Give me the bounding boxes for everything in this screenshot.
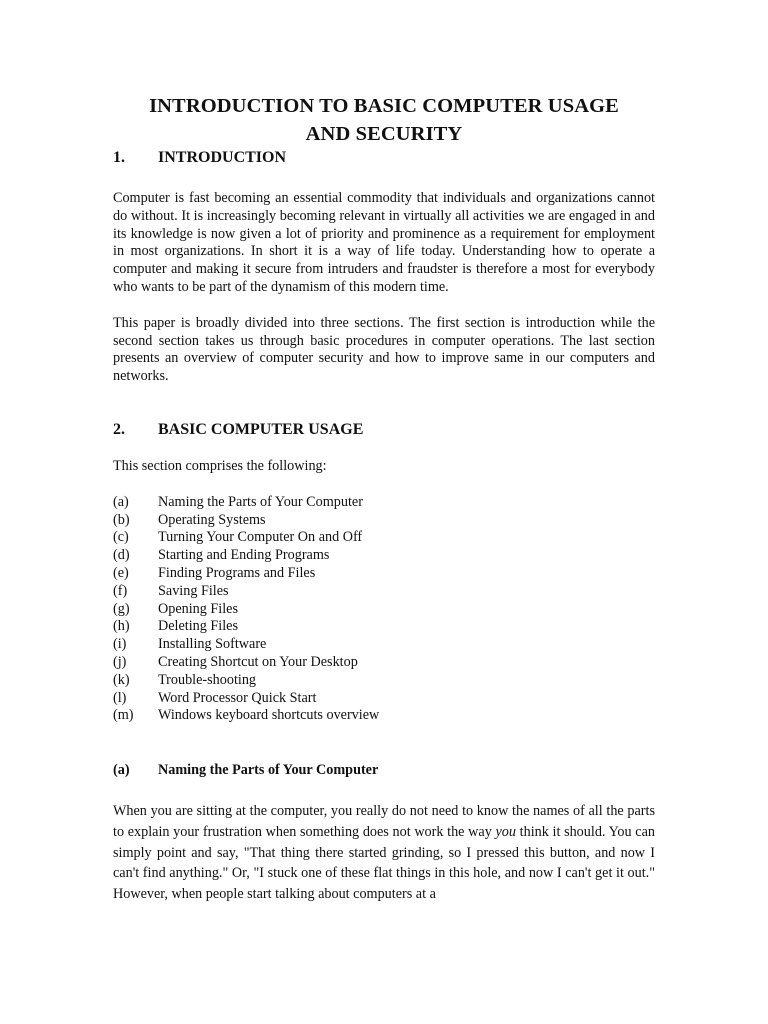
- list-item-marker: (k): [113, 671, 130, 688]
- list-item-text: Installing Software: [158, 636, 267, 653]
- section-2-heading: [113, 420, 655, 440]
- list-item: [113, 529, 655, 547]
- list-item-marker: (e): [113, 564, 129, 581]
- list-item-text: Saving Files: [158, 582, 229, 599]
- subsection-a-paragraph: [113, 801, 655, 905]
- section-2-intro: This section comprises the following:: [113, 457, 327, 474]
- list-item: [113, 494, 655, 512]
- section-2-title: BASIC COMPUTER USAGE: [158, 420, 364, 438]
- list-item-marker: (c): [113, 529, 129, 546]
- list-item-text: Opening Files: [158, 600, 238, 617]
- list-item: [113, 618, 655, 636]
- document-page: [113, 92, 655, 905]
- subsection-a-heading: [113, 761, 655, 779]
- list-item: [113, 565, 655, 583]
- list-item-marker: (b): [113, 511, 130, 528]
- topic-list: [113, 494, 655, 725]
- list-item-marker: (i): [113, 636, 127, 653]
- list-item-text: Windows keyboard shortcuts overview: [158, 707, 380, 724]
- intro-paragraph-1: Computer is fast becoming an essential commodity that individuals and organizations cannot do without. It is increasingly becoming relevant in virtually all activities we are engaged in and its knowledge is now given a lot of priority and prominence as a requirement for employment in most organizations. In short it is a way of life today. Understanding how to operate a computer and making it secure from intruders and fraudster is therefore a most for everybody who wants to be part of the dynamism of this modern time.: [113, 190, 655, 295]
- list-item-marker: (j): [113, 653, 127, 670]
- subsection-a-title: Naming the Parts of Your Computer: [158, 762, 379, 779]
- list-item-marker: (m): [113, 707, 134, 724]
- section-1-heading: [113, 148, 655, 168]
- list-item-text: Creating Shortcut on Your Desktop: [158, 653, 358, 670]
- title-line-1: INTRODUCTION TO BASIC COMPUTER USAGE: [149, 95, 619, 117]
- list-item-text: Trouble-shooting: [158, 671, 257, 688]
- list-item-marker: (a): [113, 493, 129, 510]
- title-line-2: AND SECURITY: [305, 123, 463, 145]
- list-item-marker: (h): [113, 618, 130, 635]
- list-item-marker: (d): [113, 547, 130, 564]
- list-item: [113, 547, 655, 565]
- list-item-marker: (l): [113, 689, 127, 706]
- list-item: [113, 512, 655, 530]
- list-item-text: Finding Programs and Files: [158, 564, 316, 581]
- list-item-text: Word Processor Quick Start: [158, 689, 317, 706]
- list-item-text: Deleting Files: [158, 618, 238, 635]
- list-item: [113, 690, 655, 708]
- list-item: [113, 583, 655, 601]
- list-item: [113, 654, 655, 672]
- list-item: [113, 672, 655, 690]
- list-item-text: Starting and Ending Programs: [158, 547, 330, 564]
- paragraph-text-start: When you are sitting at the computer, you really do not need to know the names of all the parts to explain your frustration when something does not work the way: [113, 803, 655, 840]
- section-2-number: 2.: [113, 420, 125, 438]
- section-1-number: 1.: [113, 149, 125, 166]
- intro-paragraph-2: This paper is broadly divided into three sections. The first section is introduction while the second section takes us through basic procedures in computer operations. The last section presents an overview of computer security and how to improve same in our computers and networks.: [113, 314, 655, 385]
- list-item-marker: (g): [113, 600, 130, 617]
- list-item-text: Naming the Parts of Your Computer: [158, 493, 363, 510]
- list-item: [113, 707, 655, 725]
- paragraph-text-end: think it should. You can simply point and say, "That thing there started grinding, so I pressed this button, and now I can't find anything." Or, "I stuck one of these flat things in this hole, and now I can't get it out." However, when people start talking about computers at a: [113, 823, 655, 902]
- section-1-title: INTRODUCTION: [158, 149, 287, 166]
- list-item-marker: (f): [113, 582, 128, 599]
- list-item-text: Operating Systems: [158, 511, 266, 528]
- list-item: [113, 636, 655, 654]
- document-title: [113, 92, 655, 148]
- subsection-a-marker: (a): [113, 762, 130, 779]
- list-item-text: Turning Your Computer On and Off: [158, 529, 363, 546]
- emphasized-word: you: [495, 823, 516, 840]
- list-item: [113, 601, 655, 619]
